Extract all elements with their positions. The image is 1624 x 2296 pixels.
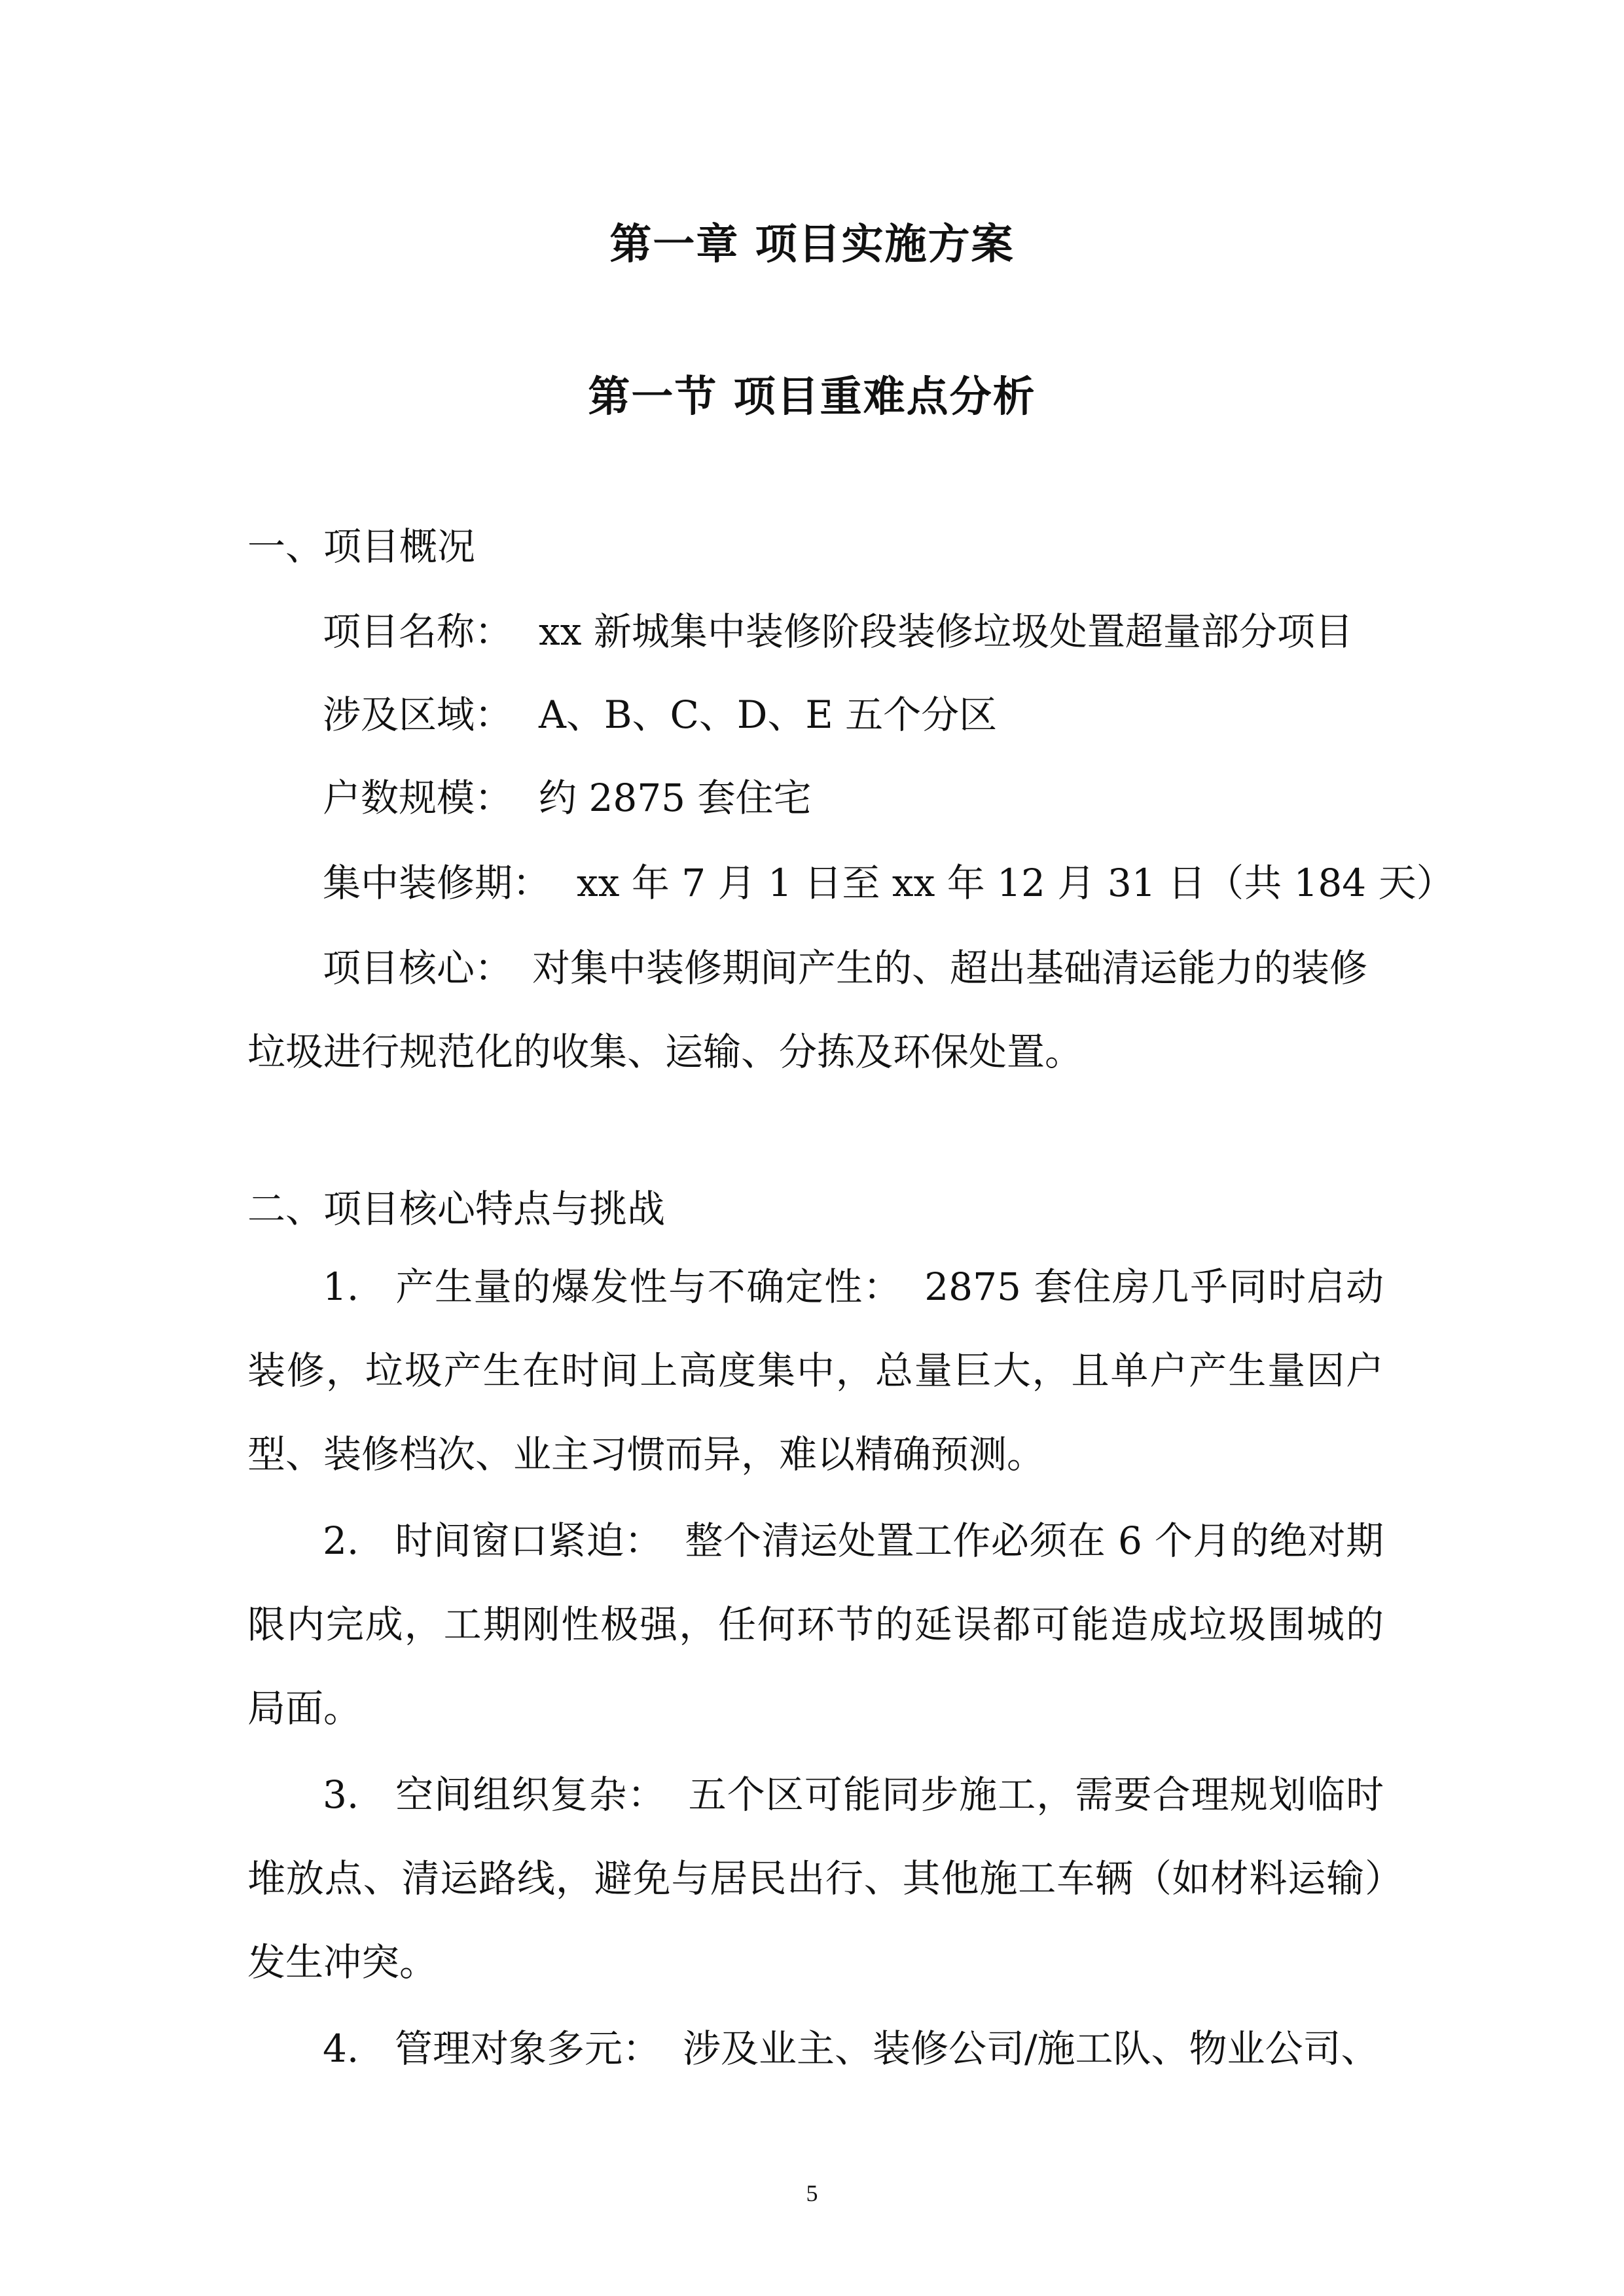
field-value: xx 新城集中装修阶段装修垃圾处置超量部分项目 [539, 609, 1353, 654]
field-label: 涉及区域： [323, 692, 513, 737]
challenge-item [247, 2007, 1384, 2090]
challenge-item [247, 1245, 1384, 1496]
field-project-core [323, 937, 1367, 992]
field-project-name [323, 601, 1353, 656]
item-number: 4. [323, 2026, 359, 2071]
item-text: 整个清运处置工作必须在 6 个月的绝对期限内完成，工期刚性极强，任何环节的延误都可能造成垃圾围城的局面。 [247, 1518, 1384, 1731]
item-text: 五个区可能同步施工，需要合理规划临时堆放点、清运路线，避免与居民出行、其他施工车辆（如材料运输）发生冲突。 [247, 1772, 1384, 1984]
field-label: 项目核心： [323, 946, 513, 990]
field-household-scale [323, 767, 812, 822]
item-text: 2875 套住房几乎同时启动装修，垃圾产生在时间上高度集中，总量巨大，且单户产生量因户型、装修档次、业主习惯而异，难以精确预测。 [247, 1265, 1384, 1477]
field-value: A、B、C、D、E 五个分区 [539, 692, 998, 737]
chapter-title: 第一章 项目实施方案 [609, 220, 1015, 269]
item-number: 2. [323, 1518, 359, 1563]
item-text: 涉及业主、装修公司/施工队、物业公司、 [683, 2026, 1379, 2071]
challenge-item [247, 1499, 1384, 1750]
field-label: 项目名称： [323, 609, 513, 654]
field-value: 约 2875 套住宅 [539, 776, 812, 820]
overview-heading: 一、项目概况 [247, 524, 476, 569]
field-decoration-period [323, 852, 1454, 907]
field-value: xx 年 7 月 1 日至 xx 年 12 月 31 日（共 184 天） [577, 861, 1454, 905]
challenges-heading: 二、项目核心特点与挑战 [247, 1187, 666, 1231]
item-label: 管理对象多元： [395, 2026, 661, 2071]
page-number: 5 [806, 2180, 818, 2206]
section-title: 第一节 项目重难点分析 [588, 372, 1036, 422]
field-label: 集中装修期： [323, 861, 551, 905]
field-value: 对集中装修期间产生的、超出基础清运能力的装修 [532, 946, 1368, 990]
field-label: 户数规模： [323, 776, 513, 820]
item-label: 时间窗口紧迫： [395, 1518, 663, 1563]
item-label: 产生量的爆发性与不确定性： [395, 1265, 903, 1309]
field-region [323, 684, 997, 739]
item-number: 3. [323, 1772, 359, 1817]
project-core-continuation: 垃圾进行规范化的收集、运输、分拣及环保处置。 [247, 1030, 1083, 1074]
item-label: 空间组织复杂： [395, 1772, 666, 1817]
challenge-item [247, 1753, 1384, 2004]
item-number: 1. [323, 1265, 359, 1309]
